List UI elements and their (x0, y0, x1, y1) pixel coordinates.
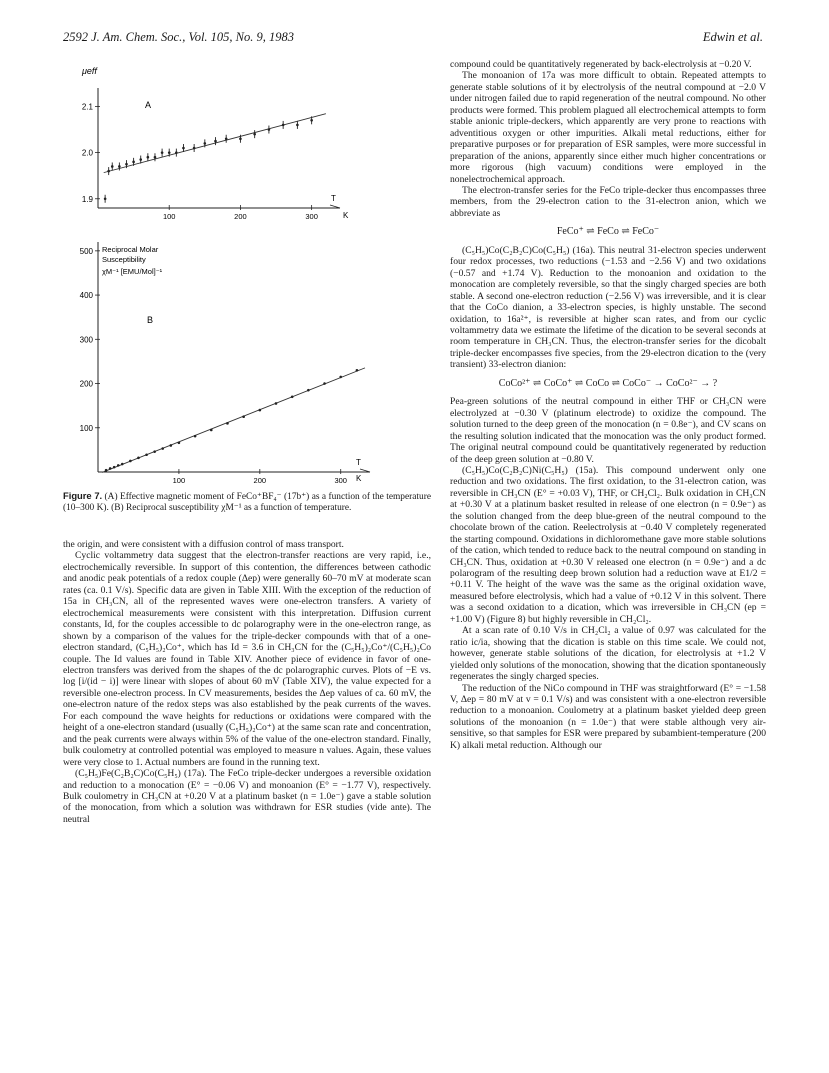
panel-a-ylabel: μeff (82, 66, 97, 76)
y-tick-label: 200 (79, 379, 93, 389)
paragraph: (C₅H₅)Fe(C₂B₂C)Co(C₅H₅) (17a). The FeCo triple-decker undergoes a reversible oxidation and reduction to a monocation (E° = −0.06 V) and monoanion (E° = −1.77 V), respectively. Bulk coulometry in CH₃CN at +0.20 V at a platinum basket (n = 1.0e⁻) gave a stable solution of the monocation, from which a solution was withdrawn for ESR studies (vide ante). The neutral (63, 768, 431, 825)
panel-a-xlabel-k: K (343, 211, 349, 220)
data-point (170, 444, 173, 447)
data-point (253, 133, 256, 136)
data-point (139, 158, 142, 161)
panel-a-plot (81, 66, 349, 221)
x-tick-label: 200 (253, 476, 267, 485)
panel-b-legend-line2: Susceptibility (102, 255, 146, 264)
paragraph: At a scan rate of 0.10 V/s in CH₂Cl₂ a value of 0.97 was calculated for the ratio ic/ia, showing that the dication is stable on this time scale. We could not, however, generate stable solutions of the dication, for electrolysis at +1.2 V yielded only solutions of the monocation, showing that the dication spontaneously regenerates the singly charged species. (450, 625, 766, 683)
x-tick-label: 200 (234, 212, 247, 221)
data-point (193, 147, 196, 150)
panel-b-label: B (147, 315, 154, 325)
data-point (107, 170, 110, 173)
data-point (113, 466, 116, 469)
y-tick-label: 500 (79, 246, 93, 256)
data-point (125, 163, 128, 166)
panel-a-xlabel-t: T (331, 194, 336, 203)
x-tick-label: 100 (172, 476, 186, 485)
data-point (323, 382, 326, 385)
data-point (105, 469, 108, 472)
running-header-authors: Edwin et al. (702, 30, 763, 44)
data-point (121, 463, 124, 466)
data-point (161, 151, 164, 154)
data-point (137, 457, 140, 460)
y-tick-label: 1.9 (81, 194, 93, 204)
figure-caption-text: (A) Effective magnetic moment of FeCo⁺BF₄⁻ (17b⁺) as a function of the temperature (10–300 K). (B) Reciprocal susceptibility χM⁻¹ as a function of temperature. (63, 492, 431, 514)
y-tick-label: 100 (79, 423, 93, 433)
data-point (214, 140, 217, 143)
left-column-text (63, 539, 431, 825)
fit-line (104, 114, 326, 173)
x-tick-label: 300 (305, 212, 318, 221)
data-point (239, 137, 242, 140)
y-tick-label: 400 (79, 291, 93, 301)
data-point (104, 197, 107, 200)
paragraph: (C₅H₅)Co(C₂B₂C)Ni(C₅H₅) (15a). This compound underwent only one reduction and two oxidations. The first oxidation, to the 31-electron cation, was reversible in CH₃CN (E° = +0.03 V), THF, or CH₂Cl₂. Bulk oxidation in CH₃CN at +0.30 V at a platinum basket resulted in release of one electron (n = 0.9e⁻) as the solution changed from the deep blue-green of the neutral compound to the chocolate brown of the cation. Reelectrolysis at −0.40 V completely regenerated the starting compound. Oxidations in dichloromethane gave more stable solutions of the cation, which tended to reduce back to the neutral compound on standing in CH₃CN. Thus, oxidation at +0.30 V released one electron (n = 0.9e⁻) and a dc polarogram of the resulting deep brown solution had a reduction wave at E1/2 = +0.11 V. The height of the wave was the same as the original oxidation wave, measured before electrolysis, which had a value of +0.12 V in this solvent. There was a second oxidation to a dication, which was irreversible in CH₃CN (ep = +1.00 V) (Figure 8) but highly reversible in CH₂Cl₂. (450, 464, 766, 625)
panel-b-legend-line1: Reciprocal Molar (102, 245, 159, 254)
data-point (356, 369, 359, 372)
data-point (175, 151, 178, 154)
data-point (275, 402, 278, 405)
data-point (296, 124, 299, 127)
data-point (307, 389, 310, 392)
paragraph: Cyclic voltammetry data suggest that the electron-transfer reactions are very rapid, i.e., electrochemically reversible. In support of this contention, the differences between cathodic and anodic peak potentials of a redox couple (Δep) were generally 60–70 mV at moderate scan rates (ca. 0.1 V/s). Specific data are given in Table XIII. With the exception of the reduction of 15a in CH₃CN, all of the represented waves were one-electron transfers. A variety of electrochemical measurements were consistent with this interpretation. Diffusion current constants, Id, for the couples accessible to dc polarography were in the one-electron range, as shown by a comparison of the values for the triple-decker compounds with that of a one-electron standard, (C₅H₅)₂Co⁺, which has Id = 3.6 in CH₃CN for the (C₅H₅)₂Co⁺/(C₅H₅)₂Co couple. The Id values are found in Table XIV. Another piece of evidence in favor of one-electron transfers was derived from the shapes of the dc polarographic curves. Plots of −E vs. log [i/(id − i)] were linear with slopes of about 60 mV (Table XIV), the value expected for a reversible one-electron process. In CV measurements, besides the Δep values of ca. 60 mV, the one-electron nature of the redox steps was also established by the peak currents of the waves. For each compound the wave heights for reductions or oxidations were compared with the height of a one-electron standard (usually (C₅H₅)₂Co⁺) at the same scan rate and concentration, and the peak currents were always within 5% of the value of the one-electron standard. Finally, bulk coulometry at controlled potential was employed to measure n values. Again, these values were very close to 1. Actual numbers are found in the running text. (63, 550, 431, 768)
data-point (259, 409, 262, 412)
data-point (268, 128, 271, 131)
panel-b-xlabel-k: K (356, 474, 362, 483)
data-point (178, 442, 181, 445)
data-point (182, 147, 185, 150)
x-tick-label: 100 (162, 212, 176, 221)
equation-coco-series: CoCo²⁺ ⇌ CoCo⁺ ⇌ CoCo ⇌ CoCo⁻ → CoCo²⁻ → ? (498, 377, 718, 389)
data-point (154, 156, 157, 159)
data-point (118, 165, 121, 168)
panel-b-plot (80, 242, 370, 485)
running-header: 2592 J. Am. Chem. Soc., Vol. 105, No. 9, 1983 (63, 30, 295, 44)
data-point (168, 151, 171, 154)
y-tick-label: 300 (79, 335, 93, 345)
figure-caption-label: Figure 7. (63, 490, 103, 501)
paragraph: The reduction of the NiCo compound in THF was straightforward (E° = −1.58 V, Δep = 80 mV at v = 0.1 V/s) and was consistent with a one-electron reversible reduction to a monoanion. Coulometry at a platinum basket yielded deep green solutions of the monoanion (n = 1.0e⁻) that were stable although very air-sensitive, so that samples for ESR were prepared by subambient-temperature (200 K) alkali metal reduction. Although our (450, 682, 766, 751)
paragraph: The electron-transfer series for the FeCo triple-decker thus encompasses three members, from the 29-electron cation to the 31-electron anion, which we abbreviate as (450, 184, 766, 219)
data-point (132, 161, 135, 164)
panel-b-xlabel-t: T (356, 458, 361, 467)
data-point (194, 435, 197, 438)
data-point (161, 447, 164, 450)
data-point (282, 124, 285, 127)
panel-a-label: A (145, 100, 152, 110)
paragraph: The monoanion of 17a was more difficult to obtain. Repeated attempts to generate stable solutions of it by electrolysis of the neutral compound at −2.0 V under nitrogen failed due to rapid regeneration of the neutral compound. No other products were formed. This problem plagued all electrochemical attempts to form stable anionic triple-deckers, which apparently are very prone to reactions with adventitious oxygen or other impurities. Alkali metal reductions, either for preparative purposes or for preparation of ESR samples, were more successful in preparation of the anions, apparently since either much higher concentrations or more rigorous (high vacuum) conditions were employed in the nonelectrochemical approach. (450, 70, 766, 185)
data-point (291, 396, 294, 399)
data-point (117, 464, 120, 467)
data-point (242, 415, 245, 418)
panel-b-legend-line3: χM⁻¹ [EMU/Mol]⁻¹ (102, 267, 163, 276)
figure-caption (63, 490, 431, 514)
right-column-text (450, 59, 766, 751)
data-point (153, 450, 156, 453)
data-point (109, 467, 112, 470)
data-point (204, 142, 207, 145)
paragraph: Pea-green solutions of the neutral compound in either THF or CH₃CN were electrolyzed at −0.30 V (platinum electrode) to oxidize the compound. The solution turned to the deep green of the monocation (n = 0.8e⁻), and CV scans on the resulting solution indicated that the monocation was the only product formed. The original neutral compound could be quantitatively regenerated by reduction of the deep green solution at −0.80 V. (450, 396, 766, 465)
y-tick-label: 2.1 (81, 102, 93, 112)
data-point (129, 460, 132, 463)
data-point (310, 119, 313, 122)
paragraph: the origin, and were consistent with a diffusion control of mass transport. (63, 539, 344, 550)
paragraph: (C₅H₅)Co(C₂B₂C)Co(C₅H₅) (16a). This neutral 31-electron species underwent four redox processes, two reductions (−1.53 and −2.56 V) and two oxidations (−0.57 and +1.74 V). Reduction to the monoanion and oxidation to the monocation are completely reversible, so that the singly charged species are both stable. A second one-electron reduction (−2.56 V) was irreversible, and it is clear that the CoCo dianion, a 33-electron species, is highly unstable. The second oxidation, to 16a²⁺, is reversible at higher scan rates, and from our cyclic voltammetry data we estimate the lifetime of the dication to be several seconds at room temperature in CH₃CN. Thus, the electron-transfer series for the dicobalt triple-decker encompasses five species, from the 29-electron dication to the (very transient) 33-electron dianion: (450, 244, 766, 371)
data-point (225, 137, 228, 140)
x-tick-label: 300 (334, 476, 347, 485)
equation-fecO-series: FeCo⁺ ⇌ FeCo ⇌ FeCo⁻ (556, 226, 660, 238)
data-point (226, 422, 229, 425)
data-point (147, 156, 150, 159)
data-point (339, 376, 342, 379)
data-point (210, 429, 213, 432)
paragraph: compound could be quantitatively regenerated by back-electrolysis at −0.20 V. (450, 59, 752, 70)
y-tick-label: 2.0 (81, 148, 93, 158)
data-point (145, 453, 148, 456)
data-point (111, 165, 114, 168)
